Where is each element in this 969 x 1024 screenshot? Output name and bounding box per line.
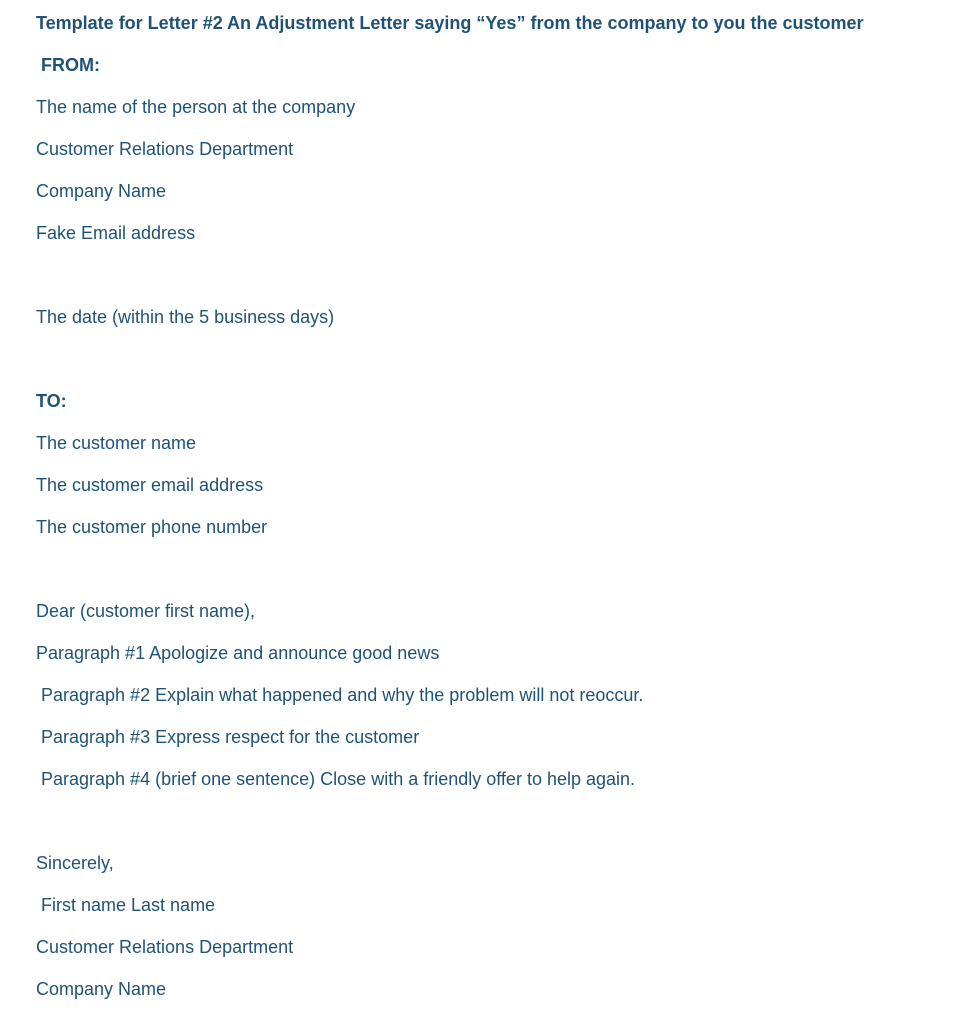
from-line-email: Fake Email address [36, 223, 196, 243]
paragraph-4: Paragraph #4 (brief one sentence) Close with a friendly offer to help again. [41, 769, 636, 789]
to-line-customer-email: The customer email address [36, 475, 264, 495]
closing-line-department: Customer Relations Department [36, 937, 294, 957]
from-line-sender-name: The name of the person at the company [36, 97, 356, 117]
closing-line-signer-name: First name Last name [41, 895, 216, 915]
to-line-customer-phone: The customer phone number [36, 517, 268, 537]
to-line-customer-name: The customer name [36, 433, 197, 453]
from-line-department: Customer Relations Department [36, 139, 294, 159]
valediction: Sincerely, [36, 853, 114, 873]
closing-line-company: Company Name [36, 979, 167, 999]
from-heading: FROM: [41, 55, 100, 75]
paragraph-3: Paragraph #3 Express respect for the customer [41, 727, 420, 747]
salutation: Dear (customer first name), [36, 601, 256, 621]
from-line-company: Company Name [36, 181, 167, 201]
paragraph-2: Paragraph #2 Explain what happened and why the problem will not reoccur. [41, 685, 644, 705]
document-title: Template for Letter #2 An Adjustment Letter saying “Yes” from the company to you the customer [36, 13, 864, 33]
paragraph-1: Paragraph #1 Apologize and announce good news [36, 643, 440, 663]
to-heading: TO: [36, 391, 67, 411]
letter-date: The date (within the 5 business days) [36, 307, 335, 327]
